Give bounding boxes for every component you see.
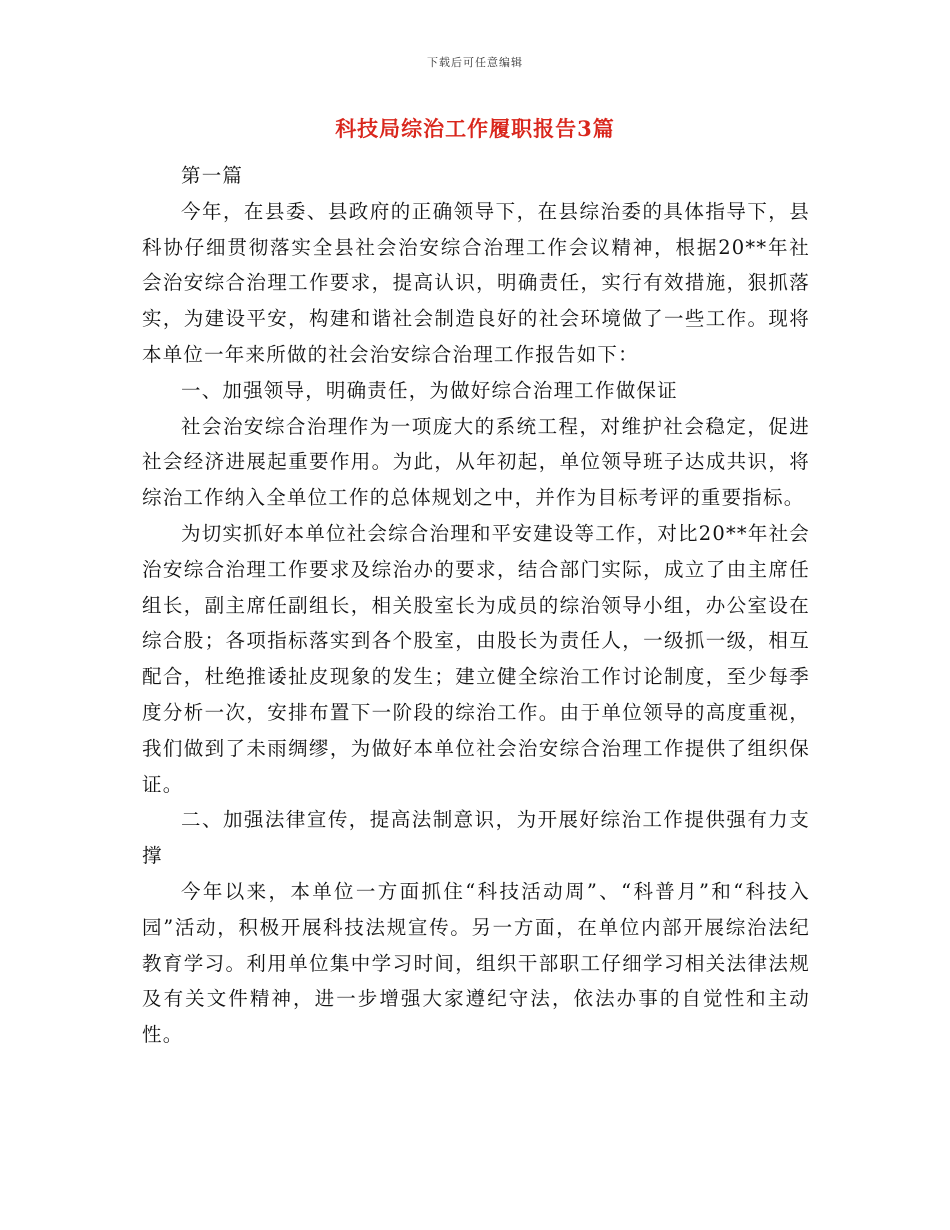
paragraph: 今年以来，本单位一方面抓住“科技活动周”、“科普月”和“科技入园”活动，积极开展科技法规宣传。另一方面，在单位内部开展综治法纪教育学习。利用单位集中学习时间，组织干部职工仔细学习相关法律法规及有关文件精神，进一步增强大家遵纪守法，依法办事的自觉性和主动性。 bbox=[142, 879, 810, 1047]
document-body bbox=[142, 158, 810, 1053]
paragraph: 社会治安综合治理作为一项庞大的系统工程，对维护社会稳定，促进社会经济进展起重要作用。为此，从年初起，单位领导班子达成共识，将综治工作纳入全单位工作的总体规划之中，并作为目标考评的重要指标。 bbox=[142, 414, 810, 510]
paragraph: 今年，在县委、县政府的正确领导下，在县综治委的具体指导下，县科协仔细贯彻落实全县社会治安综合治理工作会议精神，根据20**年社会治安综合治理工作要求，提高认识，明确责任，实行有效措施，狠抓落实，为建设平安，构建和谐社会制造良好的社会环境做了一些工作。现将本单位一年来所做的社会治安综合治理工作报告如下： bbox=[142, 199, 810, 366]
document-title: 科技局综治工作履职报告3篇 bbox=[335, 116, 615, 141]
section-heading: 一、加强领导，明确责任，为做好综合治理工作做保证 bbox=[181, 378, 678, 402]
header-note: 下载后可任意编辑 bbox=[427, 56, 523, 69]
section-label: 第一篇 bbox=[181, 164, 244, 187]
paragraph: 为切实抓好本单位社会综合治理和平安建设等工作，对比20**年社会治安综合治理工作要求及综治办的要求，结合部门实际，成立了由主席任组长，副主席任副组长，相关股室长为成员的综治领导小组，办公室设在综合股；各项指标落实到各个股室，由股长为责任人，一级抓一级，相互配合，杜绝推诿扯皮现象的发生；建立健全综治工作讨论制度，至少每季度分析一次，安排布置下一阶段的综治工作。由于单位领导的高度重视，我们做到了未雨绸缪，为做好本单位社会治安综合治理工作提供了组织保证。 bbox=[142, 521, 810, 796]
section-heading: 二、加强法律宣传，提高法制意识，为开展好综治工作提供强有力支撑 bbox=[142, 808, 810, 868]
